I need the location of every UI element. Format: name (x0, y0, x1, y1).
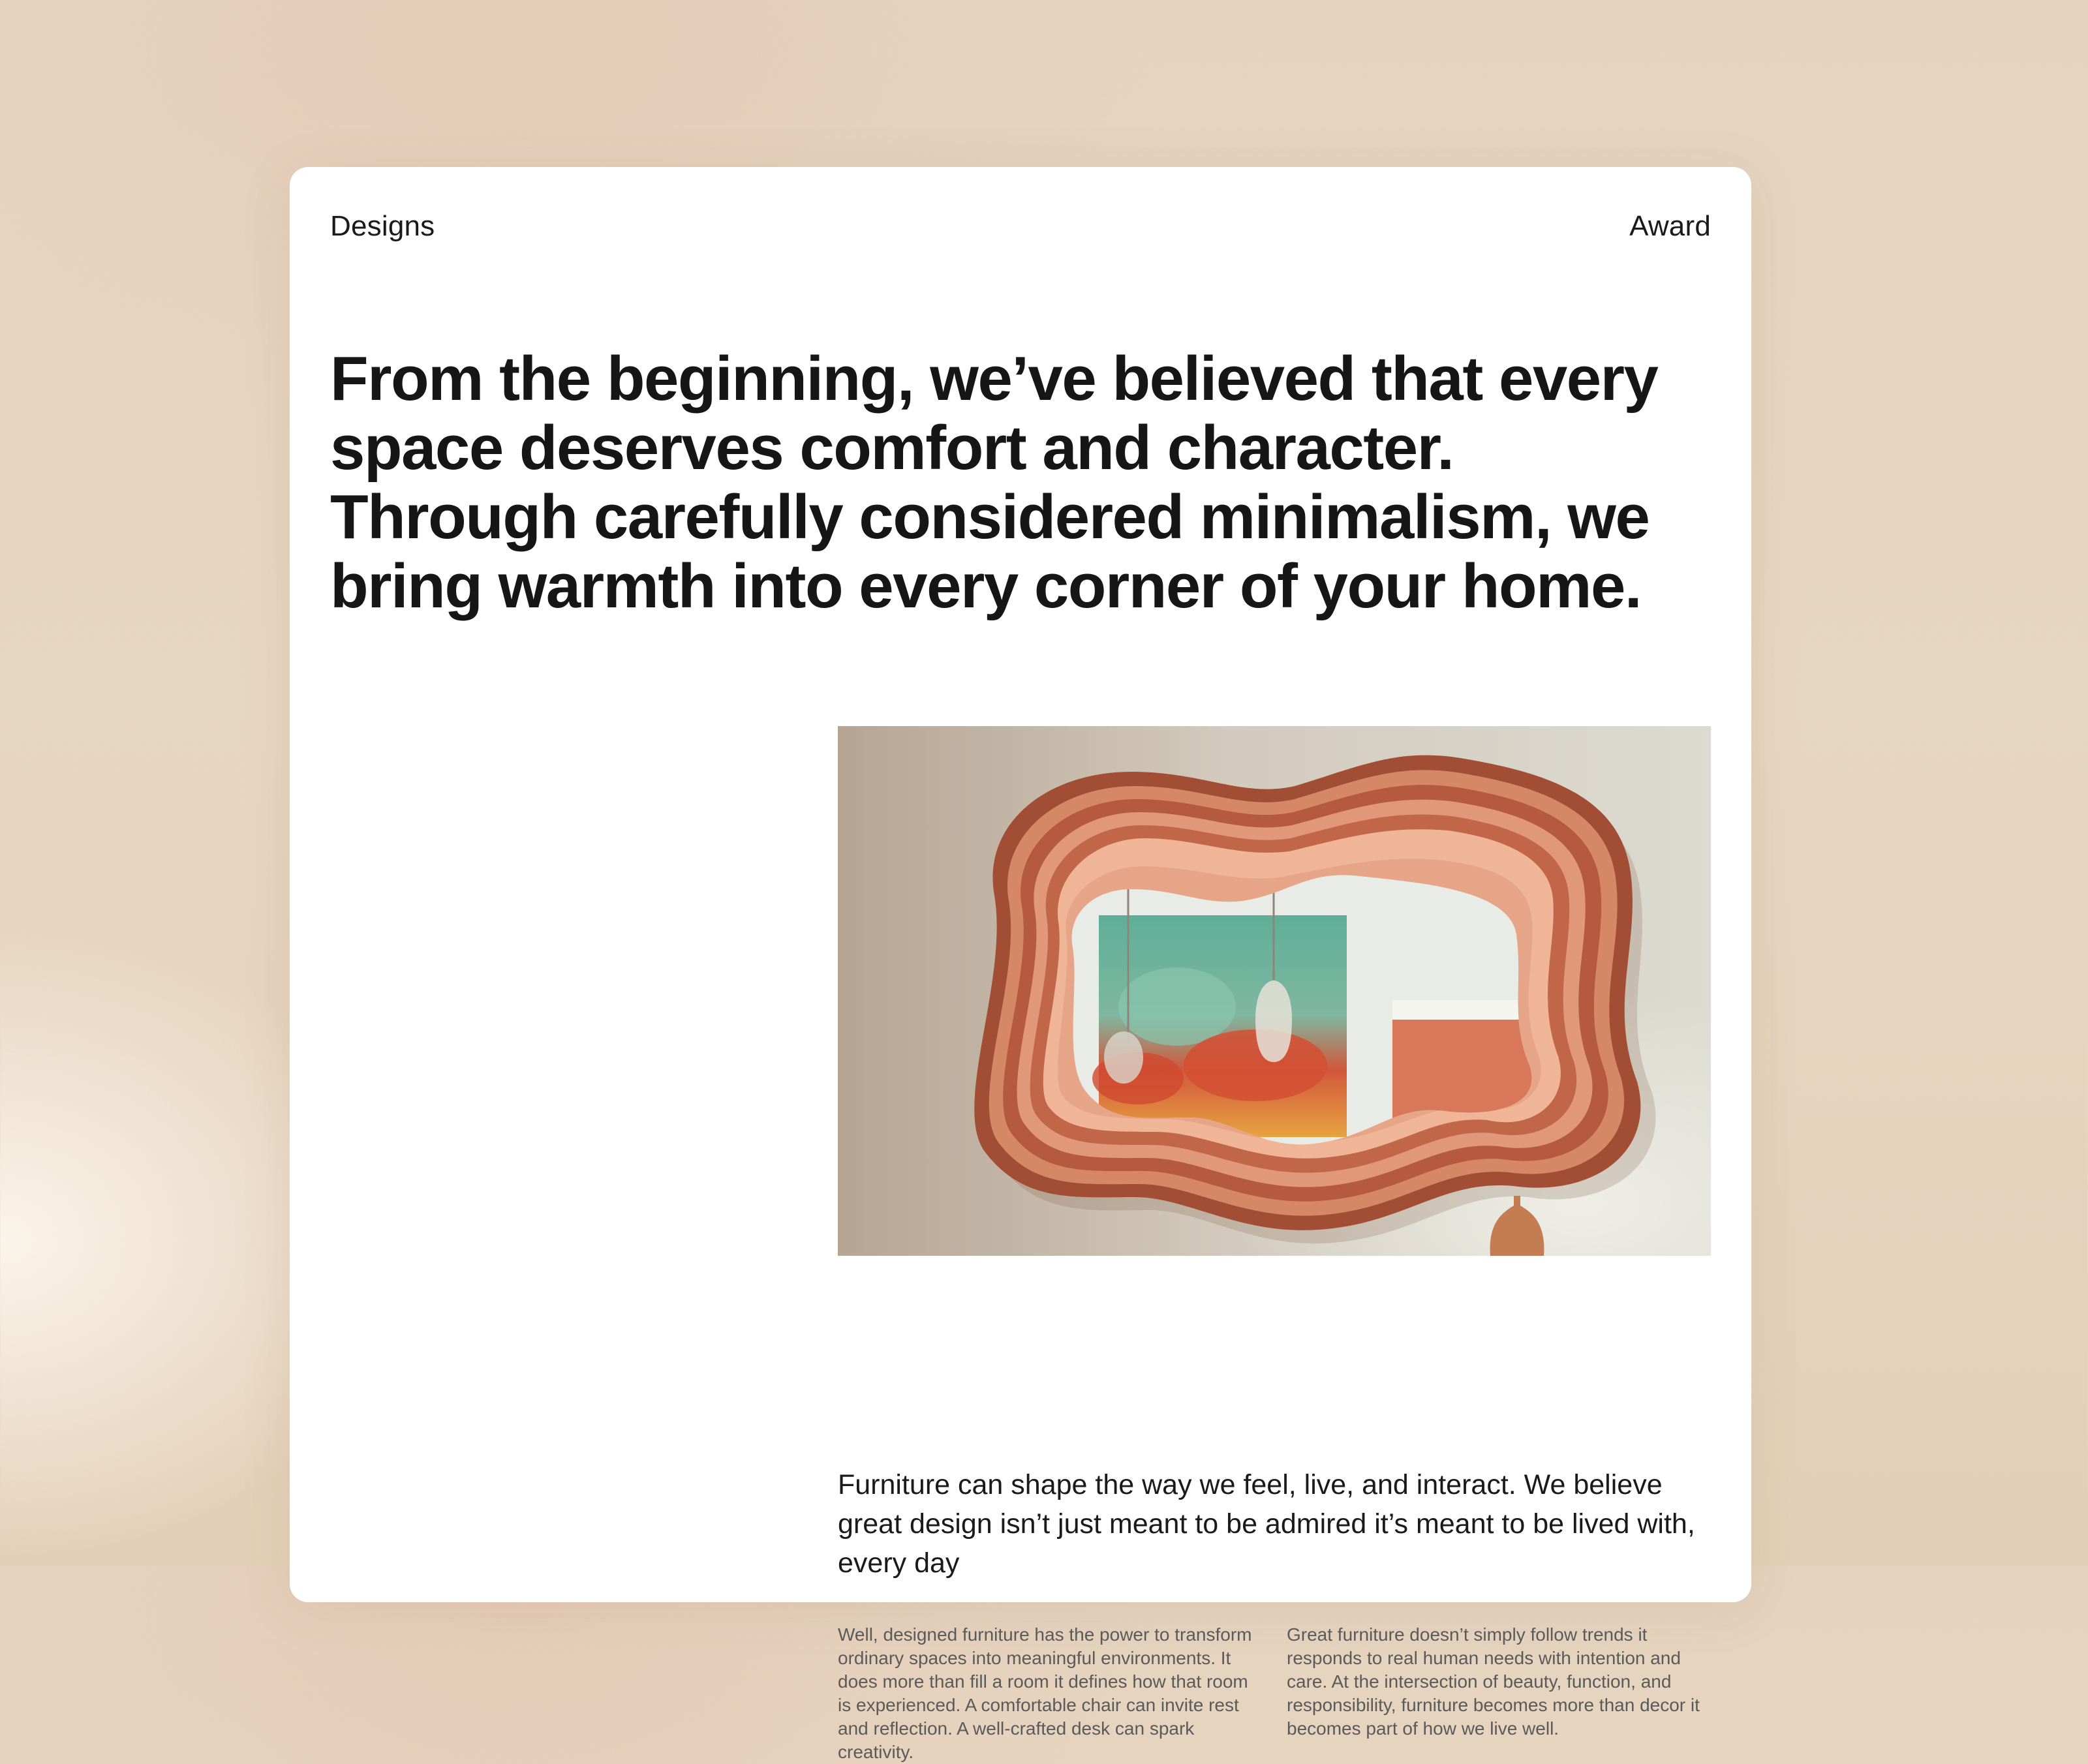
nav-link-award[interactable]: Award (1629, 210, 1711, 242)
lead-paragraph: Furniture can shape the way we feel, live, and interact. We believe great design isn’t just meant to be admired it’s meant to be lived with, every day (838, 1469, 1695, 1579)
nav-link-designs[interactable]: Designs (330, 210, 435, 242)
content-card (290, 167, 1751, 1762)
hero-image (838, 726, 1711, 1256)
body-column-left: Well, designed furniture has the power to transform ordinary spaces into meaningful environments. It does more than fill a room it defines how that room is experienced. A comfortable chair can invite rest and reflection. A well-crafted desk can spark creativity. (838, 1624, 1252, 1762)
page-headline: From the beginning, we’ve believed that every space deserves comfort and character. Through carefully considered minimalism, we bring warmth into every corner of your home. (330, 344, 1658, 621)
wavy-mirror-image-icon (838, 726, 1711, 1256)
body-column-right: Great furniture doesn’t simply follow trends it responds to real human needs with intention and care. At the intersection of beauty, function, and responsibility, furniture becomes more than decor it becomes part of how we live well. (1287, 1624, 1700, 1739)
